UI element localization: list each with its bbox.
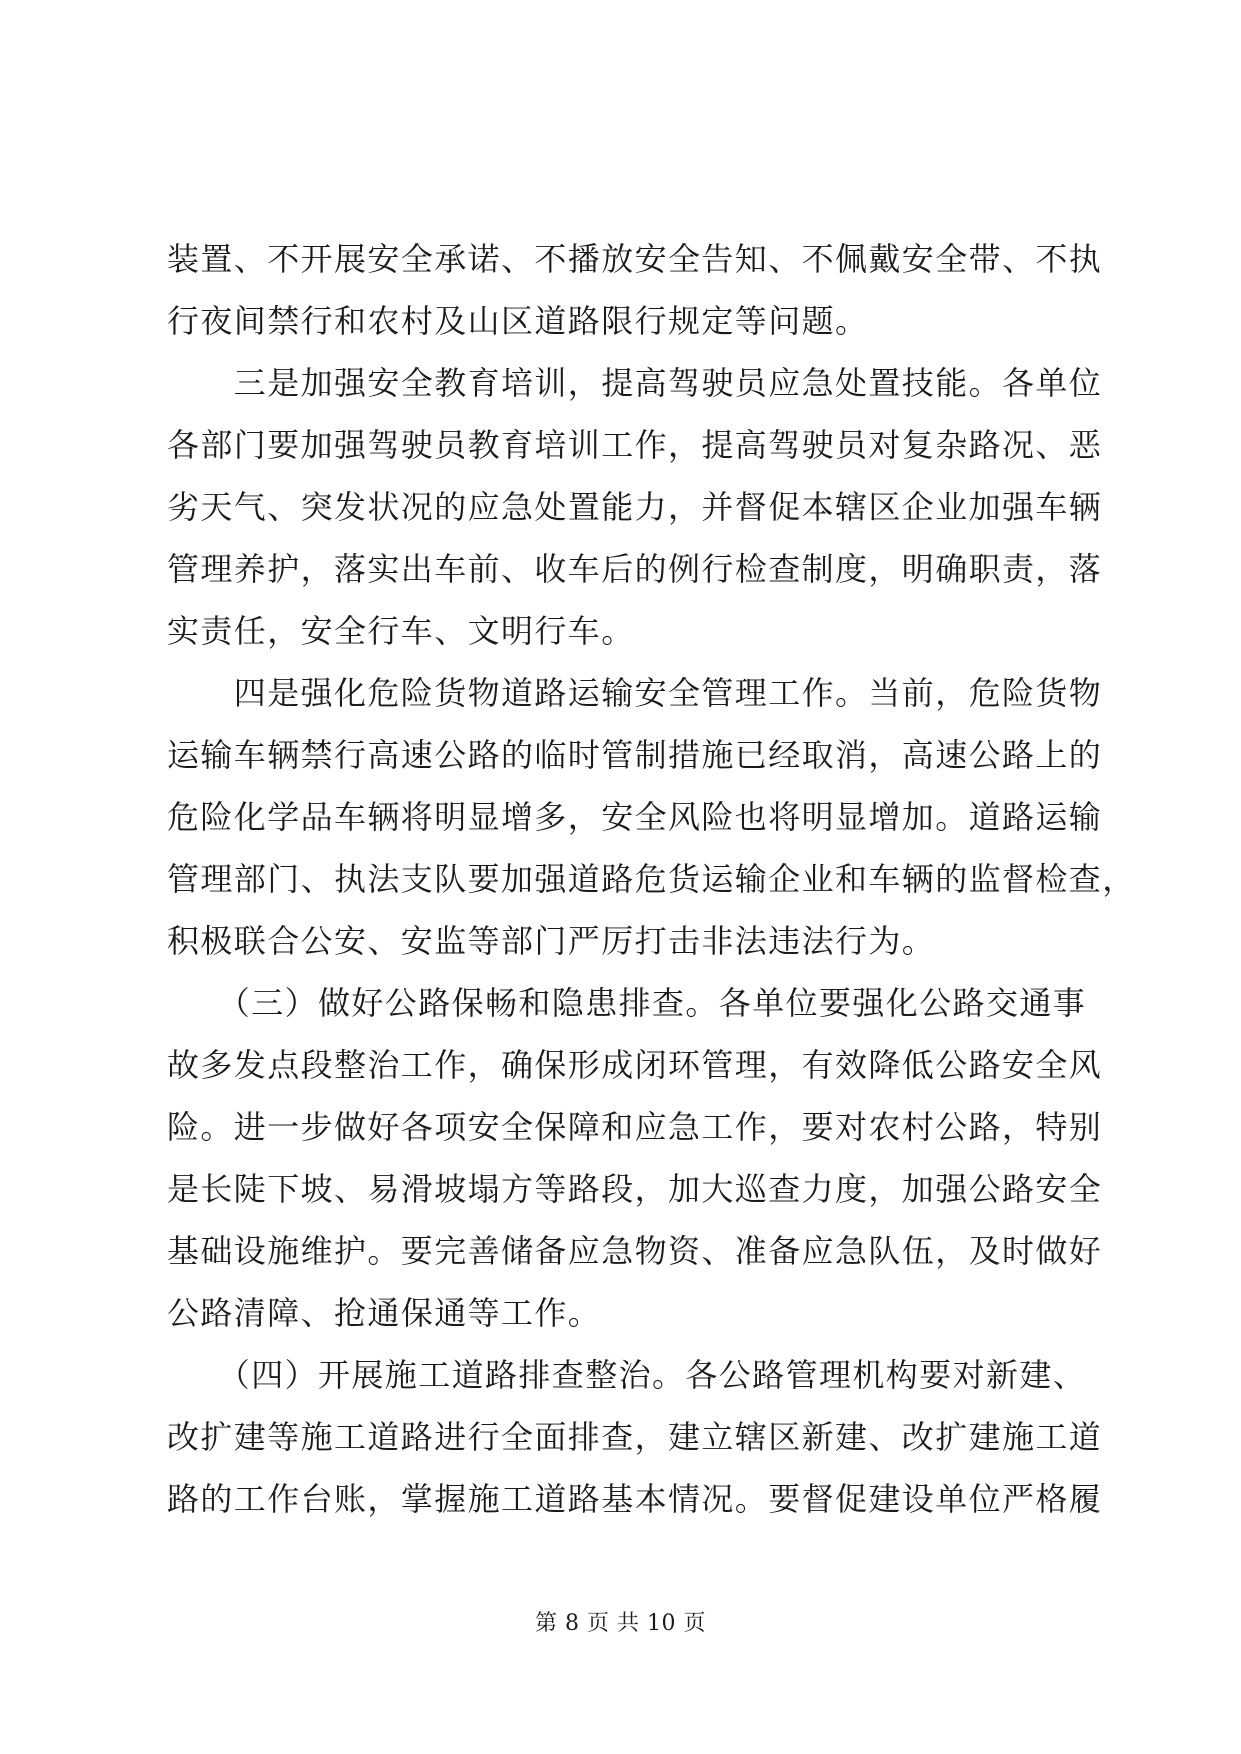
text-line: 危险化学品车辆将明显增多，安全风险也将明显增加。道路运输 (167, 798, 1103, 836)
text-line: 公路清障、抢通保通等工作。 (167, 1294, 602, 1332)
text-line: 各部门要加强驾驶员教育培训工作，提高驾驶员对复杂路况、恶 (167, 426, 1103, 464)
text-line: （四）开展施工道路排查整治。各公路管理机构要对新建、 (167, 1356, 1087, 1394)
text-line: （三）做好公路保畅和隐患排查。各单位要强化公路交通事 (167, 984, 1087, 1022)
text-line: 四是强化危险货物道路运输安全管理工作。当前，危险货物 (167, 674, 1103, 712)
body-text (167, 228, 1136, 1530)
text-line: 行夜间禁行和农村及山区道路限行规定等问题。 (167, 302, 869, 340)
text-line: 路的工作台账，掌握施工道路基本情况。要督促建设单位严格履 (167, 1480, 1103, 1518)
text-line: 险。进一步做好各项安全保障和应急工作，要对农村公路，特别 (167, 1108, 1103, 1146)
text-line: 是长陡下坡、易滑坡塌方等路段，加大巡查力度，加强公路安全 (167, 1170, 1103, 1208)
page-footer (0, 1606, 1241, 1637)
text-line: 劣天气、突发状况的应急处置能力，并督促本辖区企业加强车辆 (167, 488, 1103, 526)
text-line: 积极联合公安、安监等部门严厉打击非法违法行为。 (167, 922, 936, 960)
text-line: 运输车辆禁行高速公路的临时管制措施已经取消，高速公路上的 (167, 736, 1103, 774)
text-line: 三是加强安全教育培训，提高驾驶员应急处置技能。各单位 (167, 364, 1103, 402)
text-line: 故多发点段整治工作，确保形成闭环管理，有效降低公路安全风 (167, 1046, 1103, 1084)
text-line: 装置、不开展安全承诺、不播放安全告知、不佩戴安全带、不执 (167, 240, 1103, 278)
text-line: 基础设施维护。要完善储备应急物资、准备应急队伍，及时做好 (167, 1232, 1103, 1270)
text-line: 管理部门、执法支队要加强道路危货运输企业和车辆的监督检查， (167, 860, 1136, 898)
text-line: 改扩建等施工道路进行全面排查，建立辖区新建、改扩建施工道 (167, 1418, 1103, 1456)
page-number-label: 第 8 页 共 10 页 (535, 1611, 706, 1636)
text-line: 实责任，安全行车、文明行车。 (167, 612, 635, 650)
text-line: 管理养护，落实出车前、收车后的例行检查制度，明确职责，落 (167, 550, 1103, 588)
